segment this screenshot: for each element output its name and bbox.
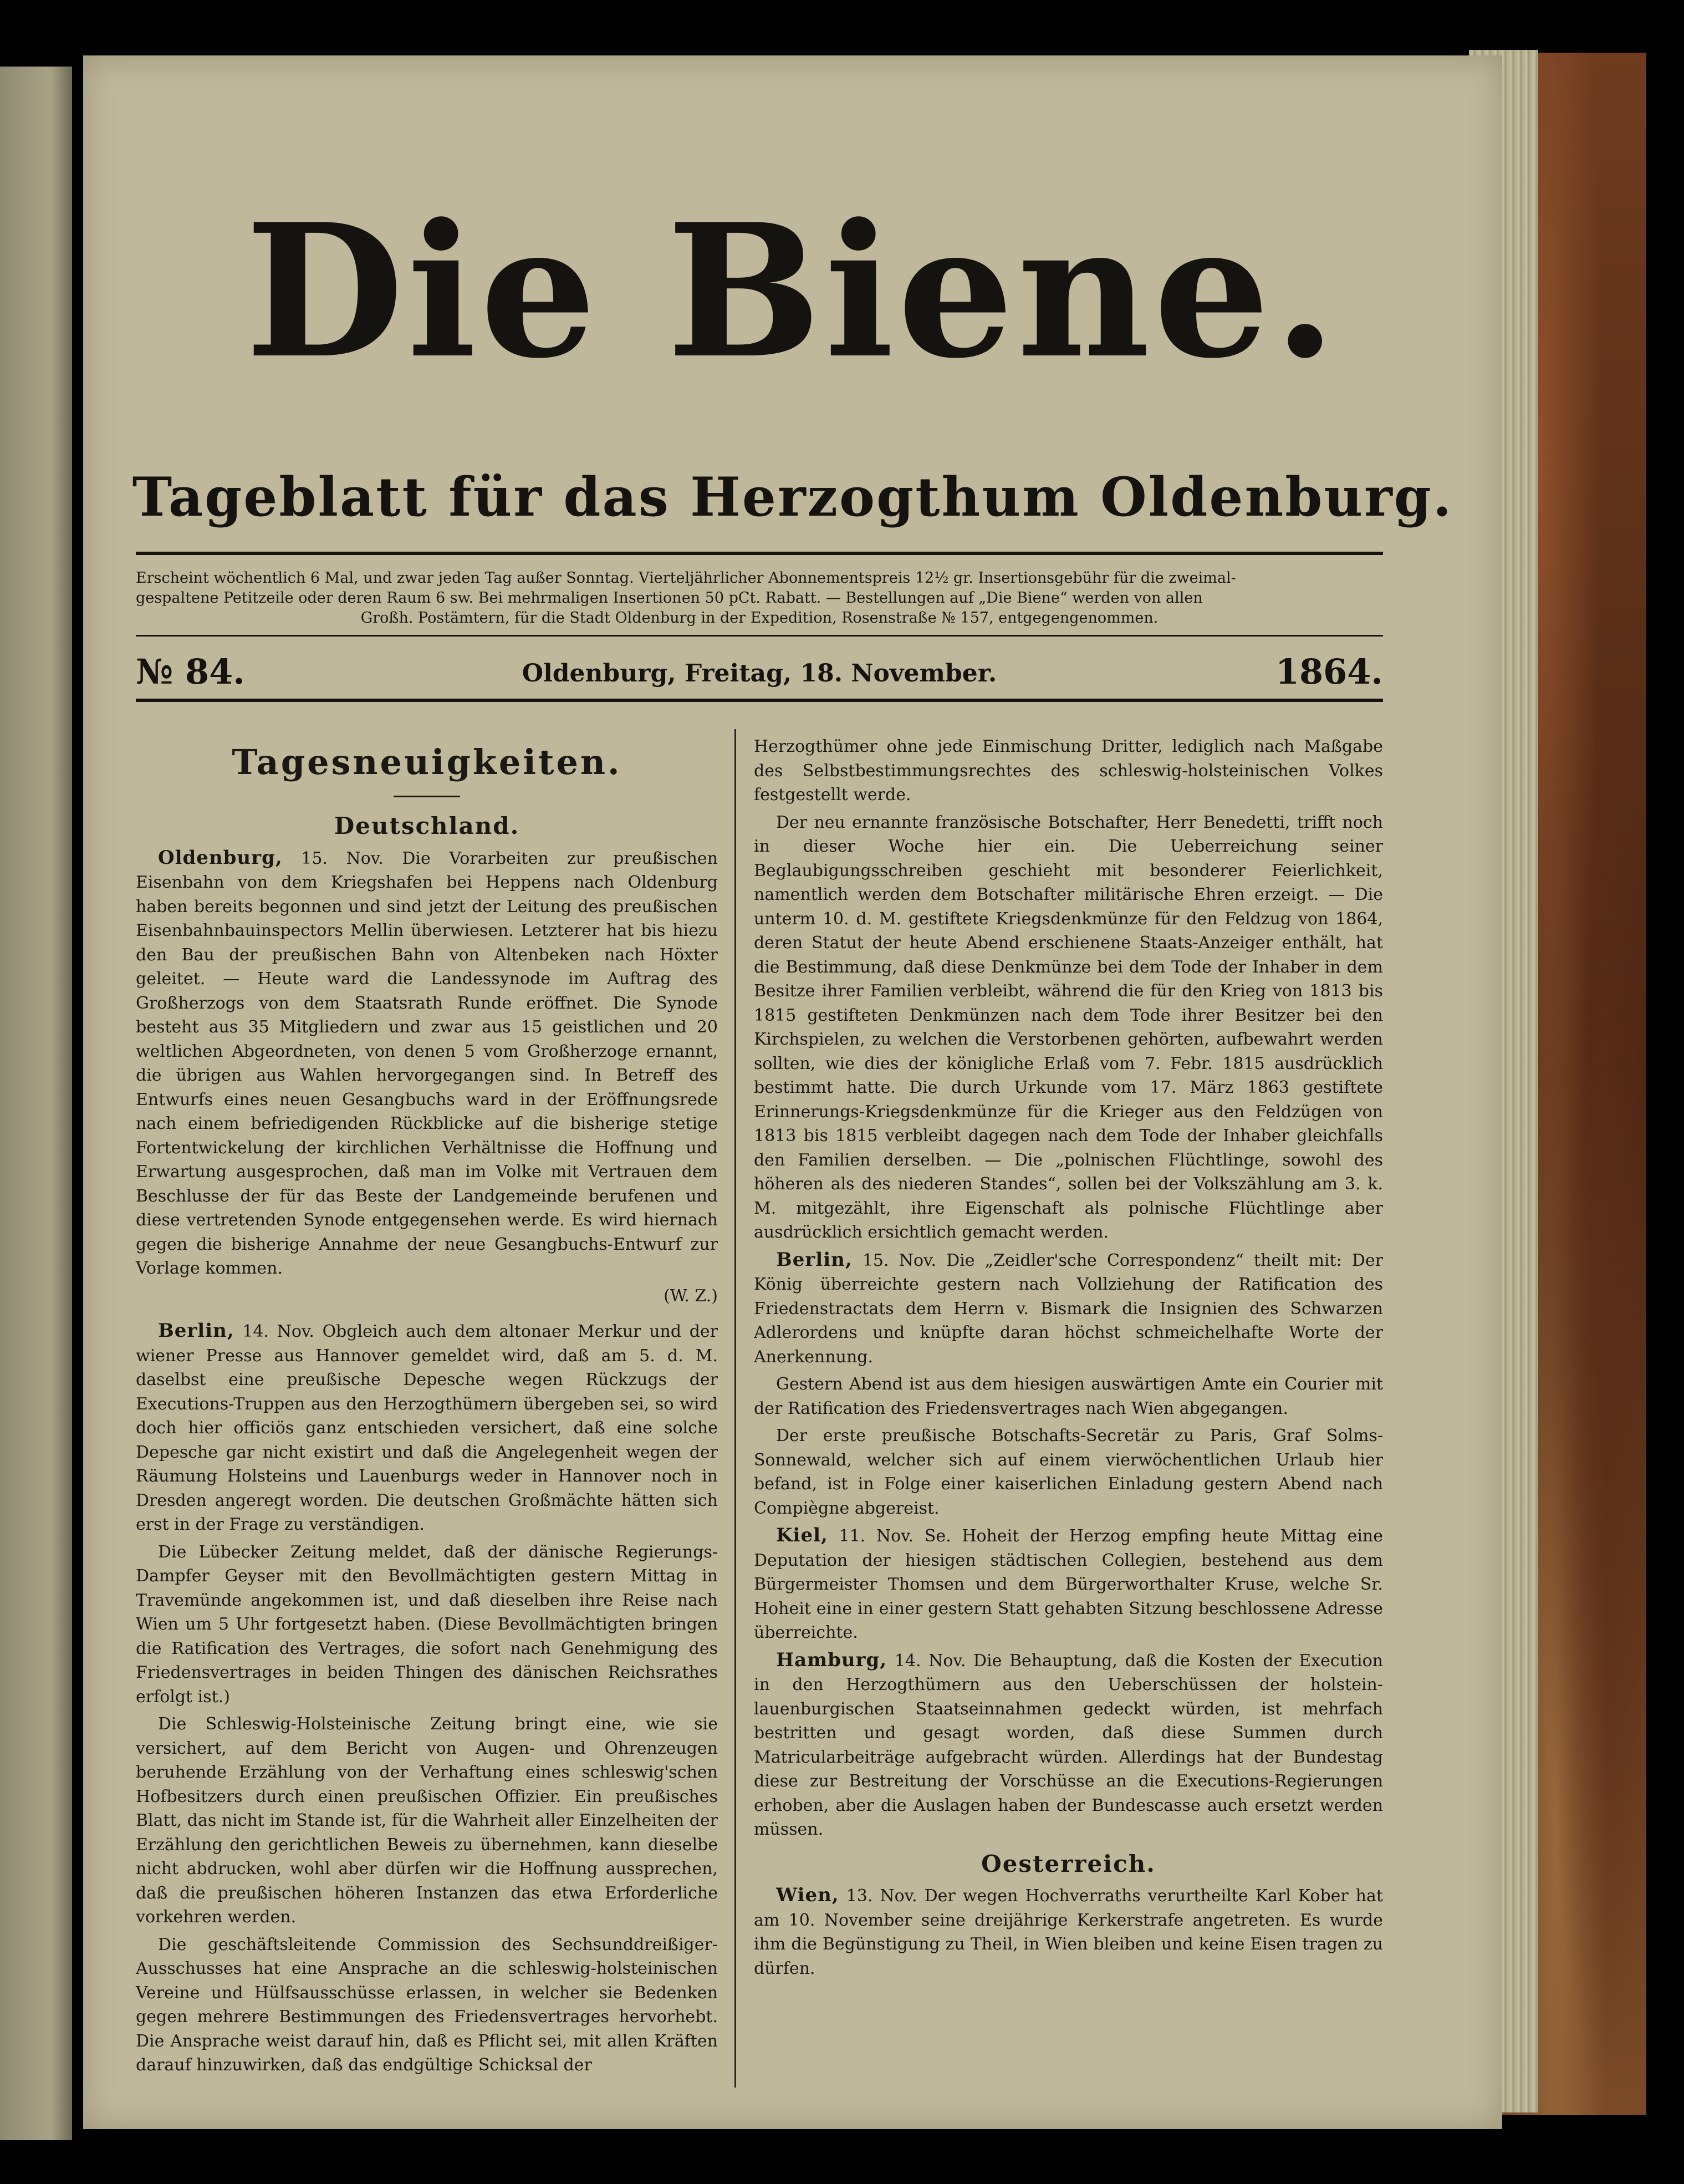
issue-number: № 84. [136, 651, 245, 692]
article-body: 11. Nov. Se. Hoheit der Herzog empfing heute Mittag eine Deputation der hiesigen städtischen Collegien, bestehend aus dem Bürgermeister Thomsen und dem Bürgerworthalter Kruse, welche Sr. Hoheit eine in einer gestern Statt gehabten Sitzung beschlossene Adresse überreichte. [754, 1526, 1383, 1642]
issue-place-date: Oldenburg, Freitag, 18. November. [522, 659, 997, 688]
article-luebeck: Die Lübecker Zeitung meldet, daß der dänische Regierungs-Dampfer Geyser mit den Bevollmächtigten gestern Mittag in Travemünde angekommen ist, und daß dieselben ihre Reise nach Wien um 5 Uhr fortgesetzt haben. (Diese Bevollmächtigten bringen die Ratification des Vertrages, die sofort nach Genehmigung des Friedensvertrages in beiden Thingen des dänischen Reichsrathes erfolgt ist.) [136, 1542, 718, 1707]
issue-line [136, 651, 1383, 690]
article-kiel [754, 1524, 1383, 1645]
article-body: 14. Nov. Die Behauptung, daß die Kosten der Execution in den Herzogthümern aus den Ueberschüssen der holstein-lauenburgischen Staatseinnahmen gedeckt würden, ist mehrfach bestritten und gesagt worden, daß diese Summen durch Matricularbeiträge aufgebracht würden. Allerdings hat der Bundestag diese zur Bestreitung der Vorschüsse an die Executions-Regierungen erhoben, aber die Auslagen haben der Bundescasse auch ersetzt werden müssen. [754, 1651, 1383, 1839]
region-title-deutschland: Deutschland. [334, 812, 520, 839]
article-schleswig: Die Schleswig-Holsteinische Zeitung bringt eine, wie sie versichert, auf dem Bericht von Augen- und Ohrenzeugen beruhende Erzählung von der Verhaftung eines schleswig'schen Hofbesitzers durch einen preußischen Offizier. Ein preußisches Blatt, das nicht im Stande ist, für die Wahrheit aller Einzelheiten der Erzählung den gerichtlichen Beweis zu übernehmen, kann dieselbe nicht abdrucken, wohl aber dürfen wir die Hoffnung aussprechen, daß die preußischen höheren Instanzen das etwa Erforderliche vorkehren werden. [136, 1714, 718, 1927]
section-rule [394, 796, 460, 797]
article-berlin-1 [136, 1319, 718, 1537]
article-place: Wien, [776, 1884, 839, 1906]
article-source: (W. Z.) [664, 1286, 718, 1306]
article-place: Berlin, [776, 1248, 853, 1271]
masthead-subtitle: Tageblatt für das Herzogthum Oldenburg. [132, 466, 1453, 528]
subscription-notice [136, 568, 1383, 628]
subscription-line-3: Großh. Postämtern, für die Stadt Oldenburg in der Expedition, Rosenstraße № 157, entgegengenommen. [360, 609, 1159, 627]
section-title: Tagesneuigkeiten. [232, 742, 622, 782]
article-body: 14. Nov. Obgleich auch dem altonaer Merkur und der wiener Presse aus Hannover gemeldet wird, daß am 5. d. M. daselbst eine preußische Depesche wegen Rückzugs der Executions-Truppen aus den Herzogthümern übergeben sei, so wird doch hier officiös ganz entschieden versichert, daß eine solche Depesche gar nicht existirt und daß die Angelegenheit wegen der Räumung Holsteins und Lauenburgs weder in Hannover noch in Dresden angeregt worden. Die deutschen Großmächte hätten sich erst in der Frage zu verständigen. [136, 1322, 718, 1534]
article-place: Berlin, [158, 1320, 234, 1342]
notice-rule [136, 635, 1383, 637]
article-wien [754, 1883, 1383, 1981]
article-courier: Gestern Abend ist aus dem hiesigen auswärtigen Amte ein Courier mit der Ratification des Friedensvertrages nach Wien abgegangen. [754, 1374, 1383, 1418]
newspaper-page [83, 55, 1502, 2129]
issue-year: 1864. [1275, 651, 1383, 692]
article-oldenburg [136, 846, 718, 1281]
left-column [136, 735, 718, 2081]
masthead-rule [136, 552, 1383, 555]
region-title-oesterreich: Oesterreich. [981, 1850, 1156, 1877]
article-hamburg [754, 1648, 1383, 1842]
article-commission: Die geschäftsleitende Commission des Sechsunddreißiger-Ausschusses hat eine Ansprache an die schleswig-holsteinischen Vereine und Hülfsausschüsse erlassen, in welcher sie Bedenken gegen mehrere Bestimmungen des Friedensvertrages hervorhebt. Die Ansprache weist darauf hin, daß es Pflicht sei, mit allen Kräften darauf hinzuwirken, daß das endgültige Schicksal der [136, 1934, 718, 2075]
column-divider [734, 729, 736, 2088]
subscription-line-1: Erscheint wöchentlich 6 Mal, und zwar jeden Tag außer Sonntag. Vierteljährlicher Abonnementspreis 12½ gr. Insertionsgebühr für die zweimal- [136, 569, 1236, 587]
article-body: 15. Nov. Die Vorarbeiten zur preußischen Eisenbahn von dem Kriegshafen bei Heppens nach Oldenburg haben bereits begonnen und sind jetzt der Leitung des preußischen Eisenbahnbauinspectors Mellin überwiesen. Letzterer hat bis hiezu den Bau der preußischen Bahn von Altenbeken nach Höxter geleitet. — Heute ward die Landessynode im Auftrag des Großherzogs von dem Staatsrath Runde eröffnet. Die Synode besteht aus 35 Mitgliedern und zwar aus 15 geistlichen und 20 weltlichen Abgeordneten, von denen 5 vom Großherzoge ernannt, die übrigen aus Wahlen hervorgegangen sind. In Betreff des Entwurfs eines neuen Gesangbuchs ward in der Eröffnungsrede nach einem befriedigenden Rückblicke auf die bisherige stetige Fortentwickelung der kirchlichen Verhältnisse die Hoffnung und Erwartung ausgesprochen, daß man im Volke mit Vertrauen dem Beschlusse der für das Beste der Landgemeinde berufenen und diese vertretenden Synode entgegensehen werde. Es wird hiernach gegen die bisherige Annahme der neue Gesangbuchs-Entwurf zur Vorlage kommen. [136, 848, 718, 1278]
article-botschafter: Der neu ernannte französische Botschafter, Herr Benedetti, trifft noch in dieser Woche hier ein. Die Ueberreichung seiner Beglaubigungsschreiben geschieht mit besonderer Feierlichkeit, namentlich werden dem Botschafter militärische Ehren erzeigt. — Die unterm 10. d. M. gestiftete Kriegsdenkmünze für den Feldzug von 1864, deren Statut der heute Abend erschienene Staats-Anzeiger enthält, hat die Bestimmung, daß diese Denkmünze bei dem Tode der Inhaber in dem Besitze ihrer Familien verbleibt, während die für den Krieg von 1813 bis 1815 gestifteten Denkmünzen nach dem Tode ihrer Besitzer bei den Kirchspielen, zu welchen die Verstorbenen gehörten, aufbewahrt werden sollten, wie dies der königliche Erlaß vom 7. Febr. 1815 ausdrücklich bestimmt hatte. Die durch Urkunde vom 17. März 1863 gestiftete Erinnerungs-Kriegsdenkmünze für die Krieger aus den Feldzügen von 1813 bis 1815 verbleibt dagegen nach dem Tode der Inhaber gleichfalls den Familien derselben. — Die „polnischen Flüchtlinge, sowohl des höheren als des niederen Standes“, sollen bei der Volkszählung am 3. k. M. mitgezählt, ihre Eigenschaft als polnische Flüchtlinge aber ausdrücklich ersichtlich gemacht werden. [754, 812, 1383, 1242]
article-place: Oldenburg, [158, 846, 283, 869]
article-place: Kiel, [776, 1524, 828, 1546]
article-berlin-2 [754, 1248, 1383, 1370]
issue-rule [136, 699, 1383, 702]
article-body: 13. Nov. Der wegen Hochverraths verurtheilte Karl Kober hat am 10. November seine dreijährige Kerkerstrafe angetreten. Es wurde ihm die Begünstigung zu Theil, in Wien bleiben und keine Eisen tragen zu dürfen. [754, 1886, 1383, 1978]
article-body: 15. Nov. Die „Zeidler'sche Correspondenz“ theilt mit: Der König überreichte gestern nach Vollziehung der Ratification des Friedenstractats dem Herrn v. Bismark die Insignien des Schwarzen Adlerordens und knüpfte daran höchst schmeichelhafte Worte der Anerkennung. [754, 1250, 1383, 1367]
article-secretaer: Der erste preußische Botschafts-Secretär zu Paris, Graf Solms-Sonnewald, welcher sich auf einem vierwöchentlichen Urlaub hier befand, ist in Folge einer kaiserlichen Einladung gestern Abend nach Compiègne abgereist. [754, 1426, 1383, 1518]
article-place: Hamburg, [776, 1648, 887, 1671]
subscription-line-2: gespaltene Petitzeile oder deren Raum 6 sw. Bei mehrmaligen Insertionen 50 pCt. Rabatt. — Bestellungen auf „Die Biene“ werden von allen [136, 589, 1203, 607]
right-column [754, 735, 1383, 1984]
previous-page-edge [0, 67, 72, 2140]
masthead-title: Die Biene. [245, 184, 1340, 399]
article-continuation: Herzogthümer ohne jede Einmischung Dritter, lediglich nach Maßgabe des Selbstbestimmungsrechtes des schleswig-holsteinischen Volkes festgestellt werde. [754, 737, 1383, 805]
